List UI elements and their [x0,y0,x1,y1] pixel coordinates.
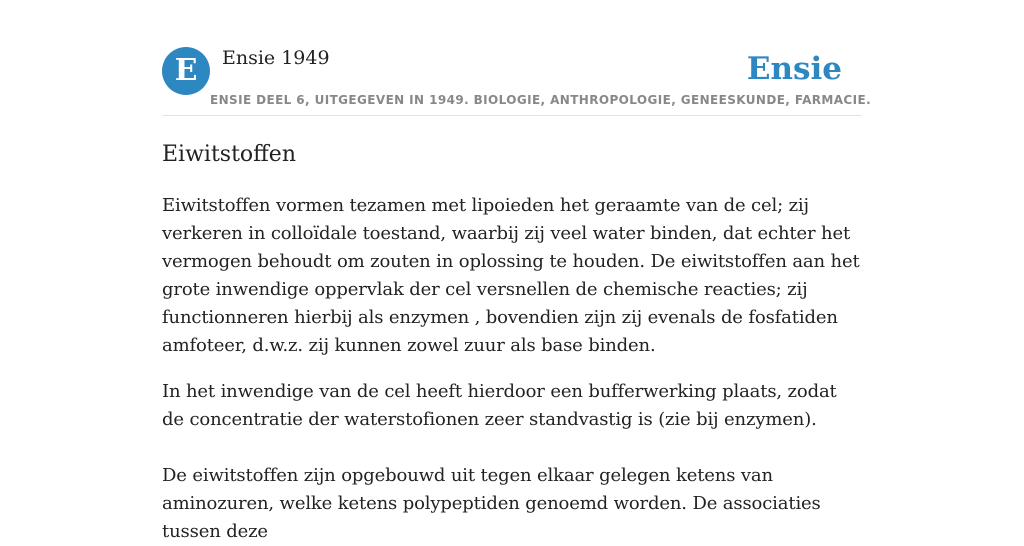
article-paragraph: Eiwitstoffen vormen tezamen met lipoieden het geraamte van de cel; zij verkeren in colloïdale toestand, waarbij zij veel water binden, dat echter het vermogen behoudt om zouten in oplossing te houden. De eiwitstoffen aan het grote inwendige oppervlak der cel versnellen de chemische reacties; zij functionneren hierbij als enzymen , bovendien zijn zij evenals de fosfatiden amfoteer, d.w.z. zij kunnen zowel zuur als base binden. [162,195,860,356]
source-description: ENSIE DEEL 6, UITGEGEVEN IN 1949. BIOLOGIE, ANTHROPOLOGIE, GENEESKUNDE, FARMACIE. [210,93,872,107]
brand-logo[interactable]: Ensie [746,51,842,87]
article-title: Eiwitstoffen [162,142,296,167]
article-body [162,192,862,546]
article-paragraph: In het inwendige van de cel heeft hierdoor een bufferwerking plaats, zodat de concentratie der waterstofionen zeer standvastig is (zie bij enzymen). [162,381,837,430]
source-title[interactable]: Ensie 1949 [222,47,330,69]
article-paragraph: De eiwitstoffen zijn opgebouwd uit tegen elkaar gelegen ketens van aminozuren, welke ketens polypeptiden genoemd worden. De associaties tussen deze [162,465,821,542]
source-logo[interactable]: E [162,47,210,95]
content-container [162,0,872,546]
header [162,0,872,116]
